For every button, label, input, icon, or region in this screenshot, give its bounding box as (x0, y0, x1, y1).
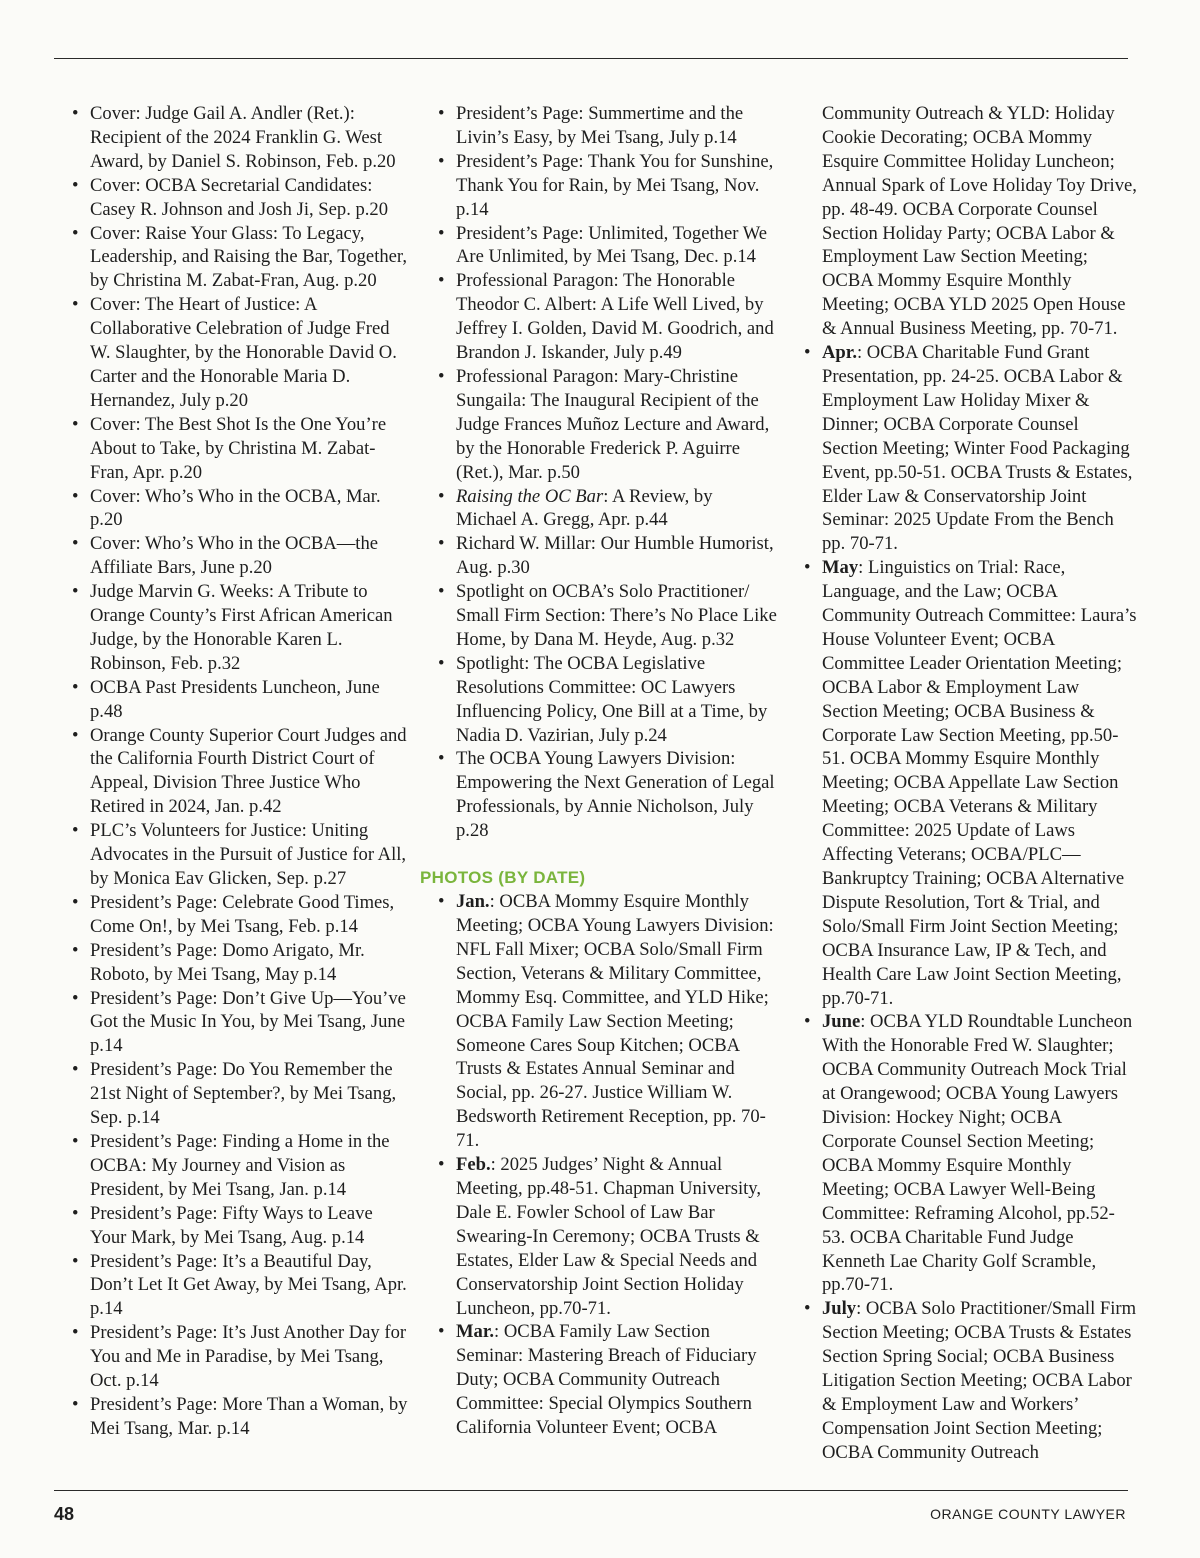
list-item: • Cover: Who’s Who in the OCBA, Mar. p.20 (72, 485, 412, 533)
photo-item-may (804, 556, 1138, 1010)
page-number: 48 (54, 1504, 75, 1524)
list-item: • President’s Page: Finding a Home in the OCBA: My Journey and Vision as President, by Mei Tsang, Jan. p.14 (72, 1130, 412, 1202)
list-item: • PLC’s Volunteers for Justice: Uniting Advocates in the Pursuit of Justice for All, by Monica Eav Glicken, Sep. p.27 (72, 819, 412, 891)
list-item: • Professional Paragon: Mary-Christine Sungaila: The Inaugural Recipient of the Judge Frances Muñoz Lecture and Award, by the Honorable Frederick P. Aguirre (Ret.), Mar. p.50 (438, 365, 778, 485)
list-item: • President’s Page: Thank You for Sunshine, Thank You for Rain, by Mei Tsang, Nov. p.14 (438, 150, 778, 222)
month-label: Jan. (456, 891, 490, 913)
month-label: Mar. (456, 1321, 495, 1343)
publication-title: Raising the OC Bar (456, 485, 604, 507)
list-item: • Cover: Raise Your Glass: To Legacy, Leadership, and Raising the Bar, Together, by Christina M. Zabat-Fran, Aug. p.20 (72, 222, 412, 294)
list-item-raising-the-oc-bar (438, 485, 778, 533)
column-3 (804, 102, 1138, 1465)
list-item: • Spotlight: The OCBA Legislative Resolutions Committee: OC Lawyers Influencing Policy, One Bill at a Time, by Nadia D. Vazirian, July p.24 (438, 652, 778, 748)
continued-text: Community Outreach & YLD: Holiday Cookie Decorating; OCBA Mommy Esquire Committee Holiday Luncheon; Annual Spark of Love Holiday Toy Drive, pp. 48-49. OCBA Corporate Counsel Section Holiday Party; OCBA Labor & Employment Law Section Meeting; OCBA Mommy Esquire Monthly Meeting; OCBA YLD 2025 Open House & Annual Business Meeting, pp. 70-71. (822, 103, 1137, 340)
top-rule (54, 58, 1128, 59)
list-item: • Cover: Judge Gail A. Andler (Ret.): Recipient of the 2024 Franklin G. West Award, by Daniel S. Robinson, Feb. p.20 (72, 102, 412, 174)
list-item: • President’s Page: Unlimited, Together We Are Unlimited, by Mei Tsang, Dec. p.14 (438, 222, 778, 270)
item-text: : OCBA Mommy Esquire Monthly Meeting; OCBA Young Lawyers Division: NFL Fall Mixer; OCBA Solo/Small Firm Section, Veterans & Military Committee, Mommy Esq. Committee, and YLD Hike; OCBA Family Law Section Meeting; Someone Cares Soup Kitchen; OCBA Trusts & Estates Annual Seminar and Social, pp. 26-27. Justice William W. Bedsworth Retirement Reception, pp. 70-71. (456, 891, 774, 1152)
photo-item-july (804, 1297, 1138, 1464)
item-text: : OCBA YLD Roundtable Luncheon With the Honorable Fred W. Slaughter; OCBA Community Outreach Mock Trial at Orangewood; OCBA Young Lawyers Division: Hockey Night; OCBA Corporate Counsel Section Meeting; OCBA Mommy Esquire Monthly Meeting; OCBA Lawyer Well-Being Committee: Reframing Alcohol, pp.52-53. OCBA Charitable Fund Judge Kenneth Lae Charity Golf Scramble, pp.70-71. (822, 1011, 1133, 1296)
item-text: : OCBA Solo Practitioner/Small Firm Section Meeting; OCBA Trusts & Estates Section Spring Social; OCBA Business Litigation Section Meeting; OCBA Labor & Employment Law and Workers’ Compensation Joint Section Meeting; OCBA Community Outreach (822, 1298, 1137, 1463)
list-item: • President’s Page: It’s Just Another Day for You and Me in Paradise, by Mei Tsang, Oct. p.14 (72, 1321, 412, 1393)
list-item: • Cover: OCBA Secretarial Candidates: Casey R. Johnson and Josh Ji, Sep. p.20 (72, 174, 412, 222)
list-item: • The OCBA Young Lawyers Division: Empowering the Next Generation of Legal Professionals, by Annie Nicholson, July p.28 (438, 747, 778, 843)
list-item: • President’s Page: Do You Remember the 21st Night of September?, by Mei Tsang, Sep. p.14 (72, 1058, 412, 1130)
photo-item-mar (438, 1320, 778, 1440)
column-1 (72, 102, 412, 1441)
month-label: Apr. (822, 342, 857, 364)
list-item: • Spotlight on OCBA’s Solo Practitioner/ Small Firm Section: There’s No Place Like Home, by Dana M. Heyde, Aug. p.32 (438, 580, 778, 652)
item-text: : A Review, by Michael A. Gregg, Apr. p.44 (456, 485, 713, 531)
month-label: Feb. (456, 1154, 491, 1176)
item-text: : 2025 Judges’ Night & Annual Meeting, pp.48-51. Chapman University, Dale E. Fowler School of Law Bar Swearing-In Ceremony; OCBA Trusts & Estates, Elder Law & Special Needs and Conservatorship Joint Section Holiday Luncheon, pp.70-71. (456, 1154, 762, 1319)
list-item: • Cover: The Heart of Justice: A Collaborative Celebration of Judge Fred W. Slaughter, by the Honorable David O. Carter and the Honorable Maria D. Hernandez, July p.20 (72, 293, 412, 413)
month-label: July (822, 1298, 857, 1320)
photo-item-jan (438, 890, 778, 1153)
bottom-rule (54, 1490, 1128, 1491)
column-2 (420, 102, 778, 1440)
list-item: • Professional Paragon: The Honorable Theodor C. Albert: A Life Well Lived, by Jeffrey I. Golden, David M. Goodrich, and Brandon J. Iskander, July p.49 (438, 269, 778, 365)
list-item: • Cover: The Best Shot Is the One You’re About to Take, by Christina M. Zabat-Fran, Apr. p.20 (72, 413, 412, 485)
list-item: • President’s Page: It’s a Beautiful Day, Don’t Let It Get Away, by Mei Tsang, Apr. p.14 (72, 1250, 412, 1322)
list-item: • President’s Page: Summertime and the Livin’s Easy, by Mei Tsang, July p.14 (438, 102, 778, 150)
item-text: : OCBA Family Law Section Seminar: Mastering Breach of Fiduciary Duty; OCBA Community Outreach Committee: Special Olympics Southern California Volunteer Event; OCBA (456, 1321, 757, 1439)
list-item: • President’s Page: More Than a Woman, by Mei Tsang, Mar. p.14 (72, 1393, 412, 1441)
photos-heading: PHOTOS (BY DATE) (420, 868, 586, 888)
publication-name: ORANGE COUNTY LAWYER (930, 1506, 1126, 1522)
list-item: • Richard W. Millar: Our Humble Humorist, Aug. p.30 (438, 532, 778, 580)
list-item: • OCBA Past Presidents Luncheon, June p.48 (72, 676, 412, 724)
photo-item-june (804, 1010, 1138, 1297)
list-item: • President’s Page: Fifty Ways to Leave Your Mark, by Mei Tsang, Aug. p.14 (72, 1202, 412, 1250)
list-item: • President’s Page: Don’t Give Up—You’ve Got the Music In You, by Mei Tsang, June p.14 (72, 987, 412, 1059)
item-text: : OCBA Charitable Fund Grant Presentation, pp. 24-25. OCBA Labor & Employment Law Holiday Mixer & Dinner; OCBA Corporate Counsel Section Meeting; Winter Food Packaging Event, pp.50-51. OCBA Trusts & Estates, Elder Law & Conservatorship Joint Seminar: 2025 Update From the Bench pp. 70-71. (822, 342, 1133, 555)
list-item: • President’s Page: Domo Arigato, Mr. Roboto, by Mei Tsang, May p.14 (72, 939, 412, 987)
item-text: : Linguistics on Trial: Race, Language, and the Law; OCBA Community Outreach Committee: Laura’s House Volunteer Event; OCBA Committee Leader Orientation Meeting; OCBA Labor & Employment Law Section Meeting; OCBA Business & Corporate Law Section Meeting, pp.50-51. OCBA Mommy Esquire Monthly Meeting; OCBA Appellate Law Section Meeting; OCBA Veterans & Military Committee: 2025 Update of Laws Affecting Veterans; OCBA/PLC—Bankruptcy Training; OCBA Alternative Dispute Resolution, Tort & Trial, and Solo/Small Firm Joint Section Meeting; OCBA Insurance Law, IP & Tech, and Health Care Law Joint Section Meeting, pp.70-71. (822, 557, 1137, 1009)
list-item: • Orange County Superior Court Judges and the California Fourth District Court of Appeal, Division Three Justice Who Retired in 2024, Jan. p.42 (72, 724, 412, 820)
list-item: • Judge Marvin G. Weeks: A Tribute to Orange County’s First African American Judge, by the Honorable Karen L. Robinson, Feb. p.32 (72, 580, 412, 676)
month-label: June (822, 1011, 861, 1033)
list-item: • President’s Page: Celebrate Good Times, Come On!, by Mei Tsang, Feb. p.14 (72, 891, 412, 939)
list-item: • Cover: Who’s Who in the OCBA—the Affiliate Bars, June p.20 (72, 532, 412, 580)
month-label: May (822, 557, 859, 579)
photo-item-apr (804, 341, 1138, 556)
photo-item-feb (438, 1153, 778, 1320)
